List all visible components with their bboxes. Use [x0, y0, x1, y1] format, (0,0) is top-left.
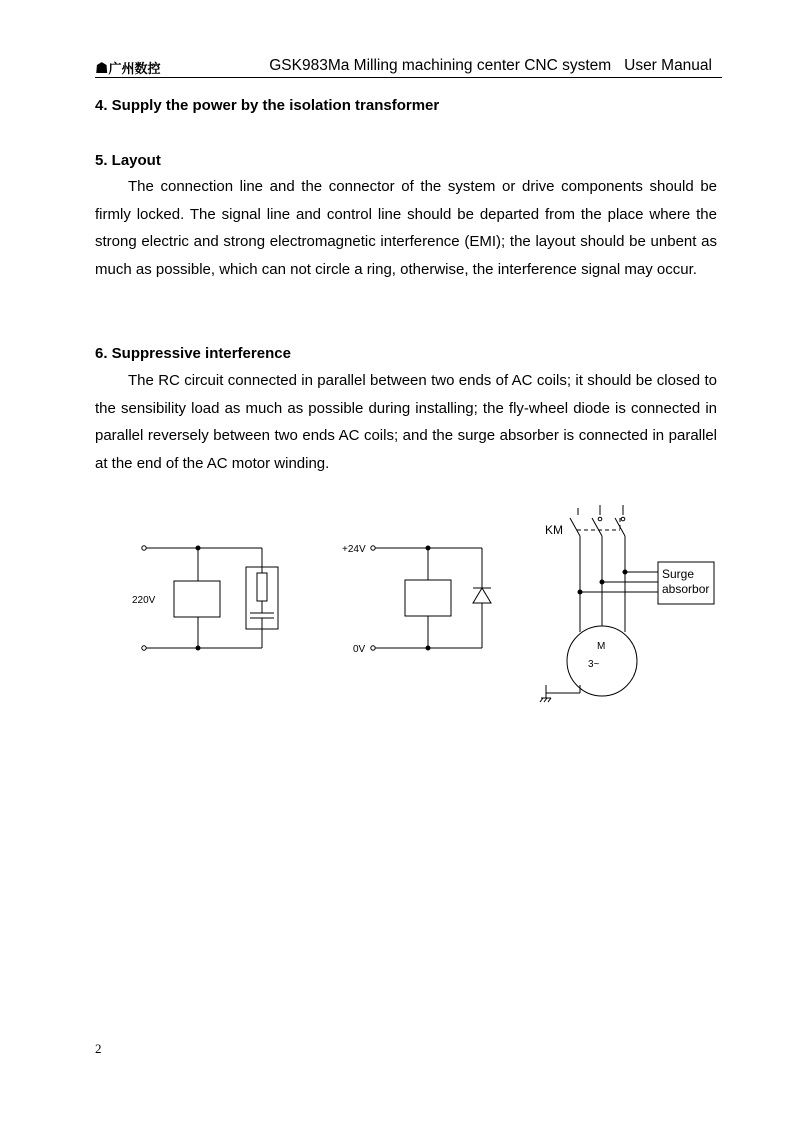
section-6-heading: 6. Suppressive interference: [95, 345, 291, 362]
coil-symbol-2: [405, 580, 451, 616]
header-title: GSK983Ma Milling machining center CNC system User Manual: [269, 57, 712, 74]
resistor-symbol: [257, 573, 267, 601]
page-number: 2: [95, 1041, 102, 1056]
diode-bottom-voltage-label: 0V: [353, 644, 366, 655]
diode-symbol: [473, 588, 491, 603]
section-5-body: [95, 173, 717, 283]
page-header: [95, 55, 722, 78]
motor-phase-label: 3~: [588, 659, 600, 670]
company-logo: [95, 58, 160, 77]
flywheel-diode-circuit-diagram: [371, 546, 491, 650]
circuit-diagrams: [100, 500, 730, 705]
surge-absorber-circuit-diagram: [540, 505, 714, 702]
section-6-body: [95, 367, 717, 477]
surge-absorber-label-line1: Surge: [662, 567, 695, 581]
motor-symbol: [567, 626, 637, 696]
coil-symbol: [174, 581, 220, 617]
motor-label: M: [597, 641, 606, 652]
rc-circuit-diagram: [142, 546, 278, 650]
section-5-paragraph: The connection line and the connector of the system or drive components should be firmly locked. The signal line and control line should be departed from the place where the strong electric and strong electromagnetic interference (EMI); the layout should be unbent as much as possible, which can not circle a ring, otherwise, the interference signal may occur.: [95, 178, 717, 278]
section-4-heading: 4. Supply the power by the isolation transformer: [95, 97, 440, 114]
logo-mark-icon: ☗: [95, 59, 109, 77]
rc-voltage-label: 220V: [132, 595, 156, 606]
diode-top-voltage-label: +24V: [342, 544, 366, 555]
section-6-paragraph: The RC circuit connected in parallel between two ends of AC coils; it should be closed to the sensibility load as much as possible during installing; the fly-wheel diode is connected in parallel reversely between two ends AC coils; and the surge absorber is connected in parallel at the end of the AC motor winding.: [95, 372, 717, 472]
contactor-label: KM: [545, 523, 563, 537]
section-5-heading: 5. Layout: [95, 152, 161, 169]
logo-text: 广州数控: [108, 62, 161, 77]
interference-suppression-figure: [100, 500, 730, 710]
surge-absorber-label-line2: absorbor: [662, 582, 710, 596]
